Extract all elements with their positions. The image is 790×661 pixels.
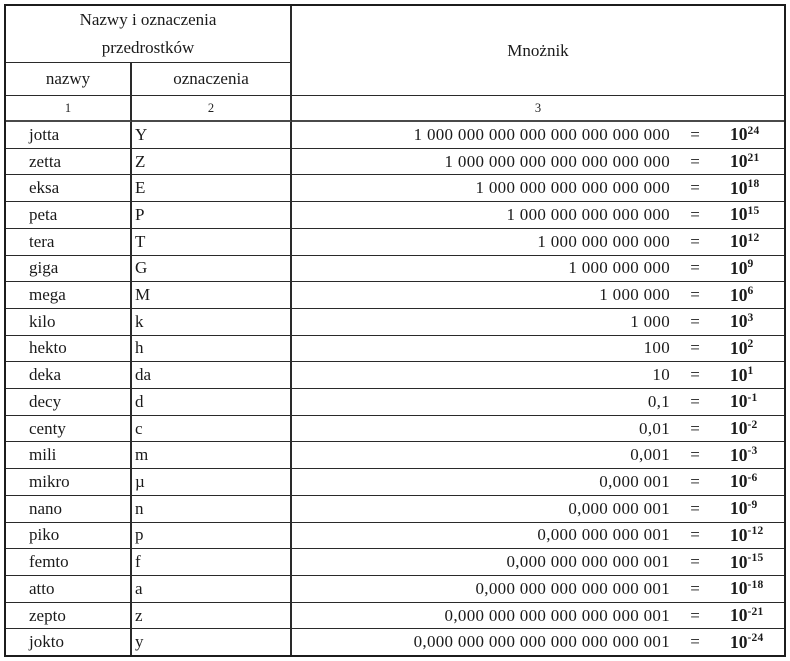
- si-prefix-table: [4, 4, 786, 657]
- power-of-ten: [720, 258, 784, 279]
- prefix-name: eksa: [29, 178, 60, 198]
- table-row: [6, 416, 784, 443]
- multiplier-value: 0,01: [639, 418, 670, 438]
- prefix-symbol: G: [135, 258, 148, 278]
- multiplier-value: 0,000 000 000 000 000 000 000 001: [413, 632, 670, 652]
- prefix-name: hekto: [29, 338, 67, 358]
- multiplier-value: 1 000 000 000: [568, 258, 670, 278]
- equals-sign: =: [690, 552, 700, 572]
- power-exponent: -21: [747, 605, 764, 618]
- multiplier-cell: [292, 416, 784, 442]
- equals-sign: =: [690, 525, 700, 545]
- power-base: 10: [730, 311, 748, 332]
- multiplier-cell: [292, 362, 784, 388]
- header-prefix-names-and-symbols: [6, 6, 292, 63]
- power-of-ten: [720, 391, 784, 412]
- prefix-symbol-cell: [132, 256, 292, 282]
- prefix-symbol: n: [135, 498, 144, 518]
- power-base: 10: [730, 151, 748, 172]
- multiplier-value: 1 000 000 000 000 000 000 000 000: [413, 124, 670, 144]
- multiplier-value: 100: [643, 338, 670, 358]
- prefix-symbol: M: [135, 285, 151, 305]
- multiplier-cell: [292, 629, 784, 655]
- power-of-ten: [720, 178, 784, 199]
- table-row: [6, 336, 784, 363]
- prefix-name: centy: [29, 418, 66, 438]
- prefix-symbol: a: [135, 578, 143, 598]
- prefix-name: mikro: [29, 471, 70, 491]
- power-of-ten: [720, 151, 784, 172]
- prefix-name: peta: [29, 204, 58, 224]
- prefix-name: mega: [29, 285, 66, 305]
- power-base: 10: [730, 124, 748, 145]
- prefix-symbol: T: [135, 231, 146, 251]
- equals-sign: =: [690, 258, 700, 278]
- equals-sign: =: [690, 151, 700, 171]
- power-exponent: 9: [747, 258, 754, 271]
- table-body: [6, 122, 784, 655]
- power-base: 10: [730, 284, 748, 305]
- power-base: 10: [730, 418, 748, 439]
- prefix-symbol-cell: [132, 416, 292, 442]
- multiplier-cell: [292, 282, 784, 308]
- prefix-symbol-cell: [132, 389, 292, 415]
- prefix-name-cell: [6, 149, 132, 175]
- power-exponent: 12: [747, 231, 760, 244]
- equals-sign: =: [690, 632, 700, 652]
- power-exponent: -12: [747, 525, 764, 538]
- power-exponent: -6: [747, 471, 758, 484]
- table-row: [6, 603, 784, 630]
- prefix-symbol: E: [135, 178, 146, 198]
- prefix-name: femto: [29, 552, 69, 572]
- equals-sign: =: [690, 365, 700, 385]
- power-exponent: 15: [747, 204, 760, 217]
- power-exponent: 21: [747, 151, 760, 164]
- prefix-symbol-cell: [132, 549, 292, 575]
- table-row: [6, 282, 784, 309]
- prefix-name-cell: [6, 576, 132, 602]
- prefix-name-cell: [6, 175, 132, 201]
- prefix-symbol-cell: [132, 629, 292, 655]
- prefix-symbol-cell: [132, 442, 292, 468]
- prefix-symbol: d: [135, 391, 144, 411]
- prefix-symbol: z: [135, 605, 143, 625]
- power-of-ten: [720, 498, 784, 519]
- prefix-name: atto: [29, 578, 55, 598]
- multiplier-value: 0,000 001: [599, 471, 670, 491]
- power-exponent: 2: [747, 338, 754, 351]
- prefix-name: deka: [29, 365, 62, 385]
- multiplier-value: 1 000 000 000 000 000 000 000: [444, 151, 670, 171]
- table-row: [6, 549, 784, 576]
- multiplier-cell: [292, 122, 784, 148]
- multiplier-cell: [292, 469, 784, 495]
- prefix-symbol-cell: [132, 336, 292, 362]
- power-base: 10: [730, 551, 748, 572]
- power-of-ten: [720, 471, 784, 492]
- power-exponent: -3: [747, 445, 758, 458]
- prefix-symbol: f: [135, 552, 141, 572]
- prefix-symbol-cell: [132, 202, 292, 228]
- power-base: 10: [730, 337, 748, 358]
- prefix-name-cell: [6, 629, 132, 655]
- table-row: [6, 389, 784, 416]
- multiplier-value: 0,000 000 001: [568, 498, 670, 518]
- power-of-ten: [720, 525, 784, 546]
- multiplier-value: 1 000 000 000 000: [537, 231, 670, 251]
- prefix-symbol-cell: [132, 496, 292, 522]
- table-row: [6, 629, 784, 655]
- equals-sign: =: [690, 418, 700, 438]
- power-of-ten: [720, 285, 784, 306]
- power-exponent: -24: [747, 632, 764, 645]
- prefix-symbol: da: [135, 365, 152, 385]
- power-exponent: 18: [747, 178, 760, 191]
- multiplier-cell: [292, 149, 784, 175]
- multiplier-cell: [292, 336, 784, 362]
- prefix-symbol-cell: [132, 362, 292, 388]
- column-index-2: [132, 96, 292, 122]
- power-of-ten: [720, 445, 784, 466]
- power-of-ten: [720, 338, 784, 359]
- table-row: [6, 496, 784, 523]
- multiplier-value: 10: [652, 365, 670, 385]
- table-row: [6, 175, 784, 202]
- prefix-name: zepto: [29, 605, 66, 625]
- power-exponent: -15: [747, 552, 764, 565]
- power-exponent: -2: [747, 418, 758, 431]
- prefix-name: tera: [29, 231, 55, 251]
- table-row: [6, 469, 784, 496]
- prefix-symbol: h: [135, 338, 144, 358]
- multiplier-value: 1 000 000 000 000 000 000: [475, 178, 670, 198]
- multiplier-cell: [292, 523, 784, 549]
- prefix-name-cell: [6, 389, 132, 415]
- table-row: [6, 576, 784, 603]
- prefix-symbol-cell: [132, 469, 292, 495]
- prefix-name-cell: [6, 122, 132, 148]
- multiplier-value: 0,000 000 000 000 000 001: [475, 578, 670, 598]
- power-base: 10: [730, 524, 748, 545]
- power-of-ten: [720, 578, 784, 599]
- multiplier-cell: [292, 229, 784, 255]
- prefix-name-cell: [6, 523, 132, 549]
- prefix-name: jokto: [29, 632, 64, 652]
- multiplier-cell: [292, 603, 784, 629]
- table-row: [6, 202, 784, 229]
- power-base: 10: [730, 578, 748, 599]
- prefix-symbol-cell: [132, 282, 292, 308]
- multiplier-cell: [292, 442, 784, 468]
- power-base: 10: [730, 257, 748, 278]
- prefix-symbol: c: [135, 418, 143, 438]
- equals-sign: =: [690, 605, 700, 625]
- power-base: 10: [730, 204, 748, 225]
- header-names-label: nazwy: [45, 69, 91, 88]
- power-exponent: -1: [747, 391, 758, 404]
- multiplier-value: 1 000 000 000 000 000: [506, 204, 670, 224]
- column-index-3: [292, 96, 784, 122]
- multiplier-cell: [292, 496, 784, 522]
- prefix-symbol: m: [135, 445, 149, 465]
- prefix-symbol-cell: [132, 175, 292, 201]
- prefix-name: jotta: [29, 124, 60, 144]
- power-exponent: -18: [747, 578, 764, 591]
- prefix-symbol-cell: [132, 122, 292, 148]
- table-row: [6, 523, 784, 550]
- column-index-2-label: 2: [207, 100, 215, 115]
- equals-sign: =: [690, 445, 700, 465]
- prefix-symbol-cell: [132, 523, 292, 549]
- power-of-ten: [720, 605, 784, 626]
- header-symbols-column: [132, 63, 292, 96]
- prefix-symbol: p: [135, 525, 144, 545]
- multiplier-cell: [292, 309, 784, 335]
- prefix-symbol: Y: [135, 124, 148, 144]
- power-base: 10: [730, 391, 748, 412]
- multiplier-value: 0,000 000 000 000 000 000 001: [444, 605, 670, 625]
- table-row: [6, 122, 784, 149]
- prefix-name: decy: [29, 391, 62, 411]
- header-names-column: [6, 63, 132, 96]
- prefix-name-cell: [6, 416, 132, 442]
- column-index-1-label: 1: [64, 100, 72, 115]
- power-base: 10: [730, 631, 748, 652]
- prefix-name-cell: [6, 603, 132, 629]
- prefix-name: zetta: [29, 151, 62, 171]
- prefix-symbol: y: [135, 632, 144, 652]
- table-row: [6, 309, 784, 336]
- prefix-name: mili: [29, 445, 57, 465]
- equals-sign: =: [690, 204, 700, 224]
- table-row: [6, 229, 784, 256]
- power-of-ten: [720, 552, 784, 573]
- prefix-name: nano: [29, 498, 63, 518]
- power-exponent: -9: [747, 498, 758, 511]
- power-of-ten: [720, 124, 784, 145]
- table-row: [6, 256, 784, 283]
- multiplier-value: 1 000 000: [599, 285, 670, 305]
- prefix-name: kilo: [29, 311, 56, 331]
- power-exponent: 24: [747, 124, 760, 137]
- prefix-name-cell: [6, 309, 132, 335]
- equals-sign: =: [690, 471, 700, 491]
- power-base: 10: [730, 605, 748, 625]
- table-row: [6, 362, 784, 389]
- prefix-symbol: µ: [135, 471, 145, 491]
- prefix-name-cell: [6, 469, 132, 495]
- prefix-name-cell: [6, 549, 132, 575]
- equals-sign: =: [690, 498, 700, 518]
- equals-sign: =: [690, 578, 700, 598]
- table-row: [6, 442, 784, 469]
- equals-sign: =: [690, 338, 700, 358]
- power-of-ten: [720, 365, 784, 386]
- prefix-symbol-cell: [132, 576, 292, 602]
- power-base: 10: [730, 231, 748, 252]
- multiplier-value: 0,000 000 000 000 001: [506, 552, 670, 572]
- power-base: 10: [730, 177, 748, 198]
- header-prefix-names-and-symbols-label: Nazwy i oznaczenia przedrostków: [79, 9, 217, 57]
- prefix-symbol: Z: [135, 151, 146, 171]
- prefix-name-cell: [6, 496, 132, 522]
- power-of-ten: [720, 311, 784, 332]
- power-of-ten: [720, 204, 784, 225]
- power-base: 10: [730, 364, 748, 385]
- prefix-name-cell: [6, 442, 132, 468]
- prefix-symbol-cell: [132, 229, 292, 255]
- column-index-1: [6, 96, 132, 122]
- multiplier-cell: [292, 389, 784, 415]
- multiplier-cell: [292, 576, 784, 602]
- multiplier-value: 0,001: [630, 445, 670, 465]
- multiplier-cell: [292, 256, 784, 282]
- equals-sign: =: [690, 285, 700, 305]
- power-of-ten: [720, 418, 784, 439]
- prefix-name-cell: [6, 282, 132, 308]
- power-of-ten: [720, 231, 784, 252]
- prefix-name-cell: [6, 336, 132, 362]
- table-header: [6, 6, 784, 122]
- prefix-name-cell: [6, 202, 132, 228]
- prefix-name-cell: [6, 229, 132, 255]
- power-base: 10: [730, 471, 748, 492]
- header-multiplier-label: Mnożnik: [507, 40, 569, 60]
- prefix-name: giga: [29, 258, 59, 278]
- prefix-symbol: k: [135, 311, 144, 331]
- column-index-3-label: 3: [534, 100, 542, 115]
- equals-sign: =: [690, 391, 700, 411]
- header-multiplier: [292, 6, 784, 96]
- power-base: 10: [730, 444, 748, 465]
- header-symbols-label: oznaczenia: [173, 69, 249, 88]
- power-exponent: 1: [747, 365, 754, 378]
- prefix-name-cell: [6, 256, 132, 282]
- power-of-ten: [720, 632, 784, 653]
- equals-sign: =: [690, 231, 700, 251]
- multiplier-cell: [292, 549, 784, 575]
- multiplier-value: 0,000 000 000 001: [537, 525, 670, 545]
- prefix-symbol-cell: [132, 603, 292, 629]
- multiplier-cell: [292, 202, 784, 228]
- prefix-symbol: P: [135, 204, 145, 224]
- prefix-symbol-cell: [132, 149, 292, 175]
- equals-sign: =: [690, 311, 700, 331]
- table-row: [6, 149, 784, 176]
- prefix-name-cell: [6, 362, 132, 388]
- prefix-name: piko: [29, 525, 60, 545]
- power-exponent: 6: [747, 285, 754, 298]
- prefix-symbol-cell: [132, 309, 292, 335]
- power-exponent: 3: [747, 311, 754, 324]
- multiplier-cell: [292, 175, 784, 201]
- multiplier-value: 1 000: [630, 311, 670, 331]
- equals-sign: =: [690, 124, 700, 144]
- power-base: 10: [730, 498, 748, 519]
- equals-sign: =: [690, 178, 700, 198]
- multiplier-value: 0,1: [647, 391, 670, 411]
